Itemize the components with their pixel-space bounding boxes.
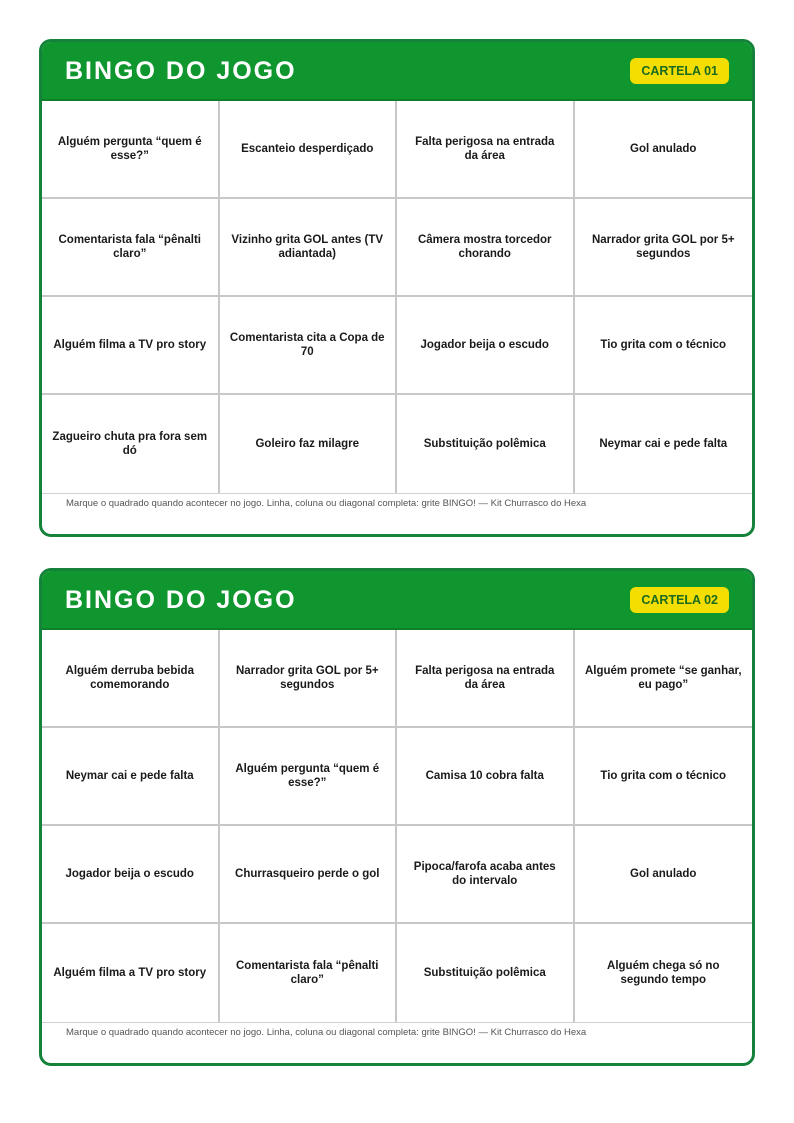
card-number-badge: CARTELA 02 [630,587,729,613]
bingo-cell[interactable]: Vizinho grita GOL antes (TV adiantada) [220,199,398,297]
bingo-cell[interactable]: Comentarista fala “pênalti claro” [220,924,398,1022]
bingo-cell[interactable]: Alguém pergunta “quem é esse?” [220,728,398,826]
bingo-cell[interactable]: Alguém promete “se ganhar, eu pago” [575,630,753,728]
bingo-cell[interactable]: Câmera mostra torcedor chorando [397,199,575,297]
bingo-cell[interactable]: Alguém chega só no segundo tempo [607,960,720,986]
bingo-cell[interactable]: Alguém filma a TV pro story [42,297,220,395]
bingo-cell[interactable]: Camisa 10 cobra falta [397,728,575,826]
bingo-cell[interactable]: Substituição polêmica [397,924,575,1022]
bingo-cell[interactable]: Falta perigosa na entrada da área [397,630,575,728]
card-header [42,42,752,101]
card-number-badge: CARTELA 01 [630,58,729,84]
bingo-cell[interactable]: Substituição polêmica [397,395,575,493]
bingo-cell[interactable]: Comentarista cita a Copa de 70 [220,297,398,395]
bingo-cell[interactable]: Gol anulado [575,101,753,199]
bingo-cell[interactable]: Jogador beija o escudo [42,826,220,924]
bingo-cell[interactable]: Narrador grita GOL por 5+ segundos [220,630,398,728]
bingo-cell[interactable]: Alguém filma a TV pro story [42,924,220,1022]
bingo-cell[interactable]: Tio grita com o técnico [575,728,753,826]
bingo-cell[interactable]: Neymar cai e pede falta [599,438,728,450]
bingo-cell[interactable]: Alguém derruba bebida comemorando [42,630,220,728]
bingo-cell[interactable]: Jogador beija o escudo [397,297,575,395]
card-title: BINGO DO JOGO [65,586,297,614]
card-footer-instructions: Marque o quadrado quando acontecer no jogo. Linha, coluna ou diagonal completa: grite BINGO! — Kit Churrasco do Hexa [66,498,587,509]
bingo-card-2 [39,568,755,1066]
bingo-card-1 [39,39,755,537]
bingo-cell[interactable]: Goleiro faz milagre [220,395,398,493]
bingo-grid [42,101,752,494]
bingo-cell[interactable]: Tio grita com o técnico [575,297,753,395]
bingo-cell[interactable]: Comentarista fala “pênalti claro” [42,199,220,297]
bingo-cell[interactable]: Pipoca/farofa acaba antes do intervalo [397,826,575,924]
bingo-cell[interactable]: Zagueiro chuta pra fora sem dó [42,395,220,493]
card-title: BINGO DO JOGO [65,57,297,85]
bingo-cell[interactable]: Neymar cai e pede falta [42,728,220,826]
bingo-grid [42,630,752,1023]
card-header [42,571,752,630]
bingo-cell[interactable]: Falta perigosa na entrada da área [397,101,575,199]
bingo-cell[interactable]: Gol anulado [575,826,753,924]
bingo-cell[interactable]: Escanteio desperdiçado [220,101,398,199]
bingo-cell[interactable]: Narrador grita GOL por 5+ segundos [575,199,753,297]
bingo-cell[interactable]: Alguém pergunta “quem é esse?” [42,101,220,199]
card-footer-instructions: Marque o quadrado quando acontecer no jogo. Linha, coluna ou diagonal completa: grite BINGO! — Kit Churrasco do Hexa [66,1027,587,1038]
bingo-cell[interactable]: Churrasqueiro perde o gol [220,826,398,924]
